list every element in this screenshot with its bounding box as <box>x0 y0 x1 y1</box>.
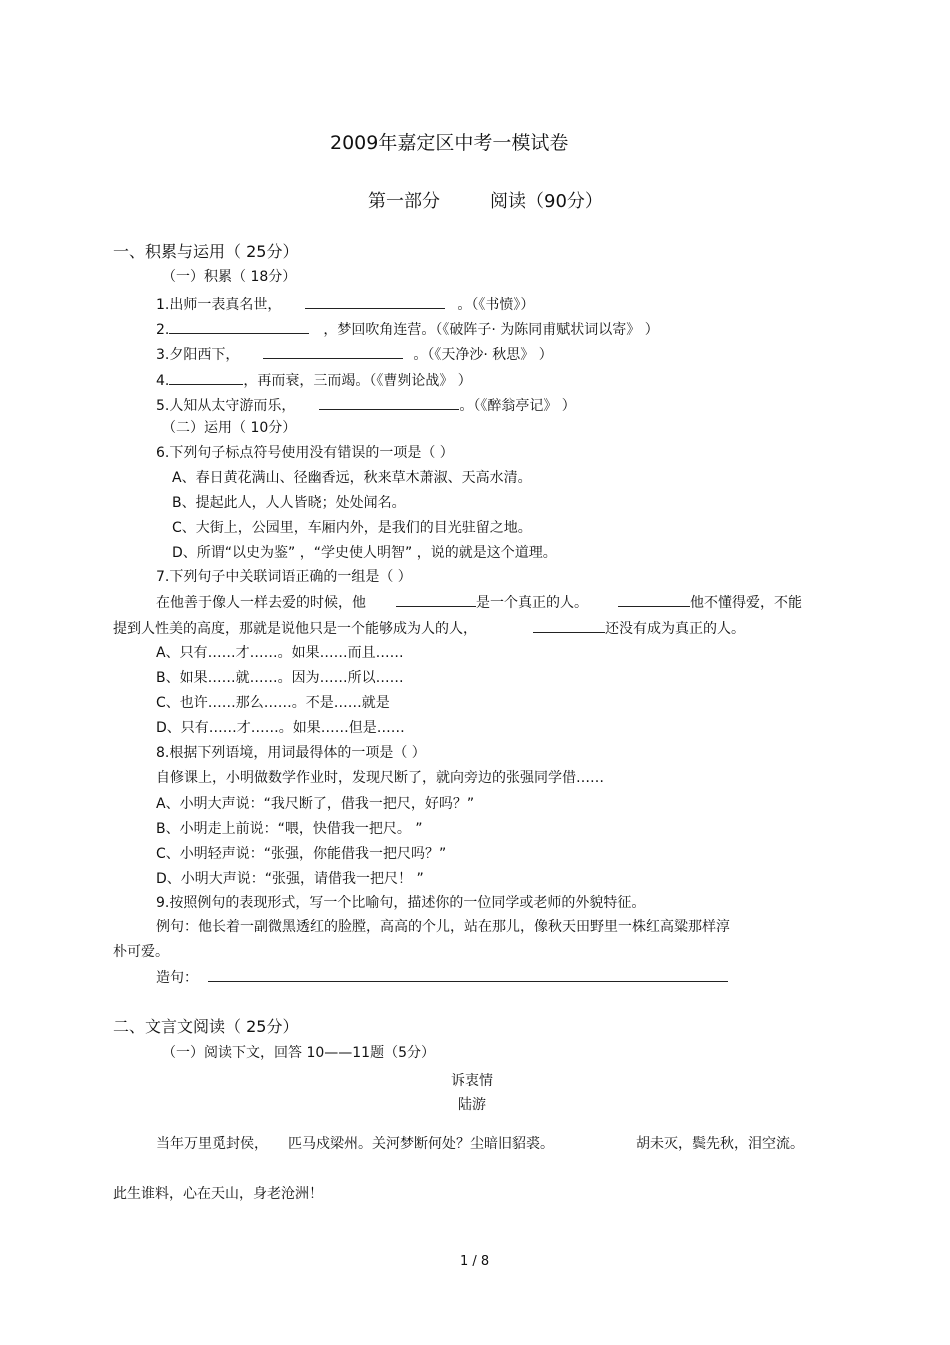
answer-blank[interactable] <box>319 395 459 410</box>
q1-pre: 1.出师一表真名世， <box>156 297 282 313</box>
q7-option-c: C、也许……那么……。不是……就是 <box>156 695 390 711</box>
q6-option-b: B、提起此人，人人皆晓；处处闻名。 <box>172 495 406 511</box>
answer-blank[interactable] <box>396 592 476 607</box>
poem-line-2: 此生谁料，心在天山，身老沧洲！ <box>113 1186 323 1202</box>
question-5 <box>156 395 576 415</box>
poem-line-1c: 胡未灭，鬓先秋，泪空流。 <box>636 1136 804 1152</box>
question-2 <box>156 319 659 339</box>
q7-option-d: D、只有……才……。如果……但是…… <box>156 720 405 736</box>
q9-example-line1: 例句：他长着一副微黑透红的脸膛，高高的个儿，站在那儿，像秋天田野里一株红高粱那样淳 <box>156 919 730 935</box>
q1-post: 。（《书愤》） <box>457 297 535 313</box>
q7-para-e: 还没有成为真正的人。 <box>605 621 745 637</box>
q7-option-a: A、只有……才……。如果……而且…… <box>156 645 404 661</box>
section1-sub2: （二）运用（ 10分） <box>162 420 297 436</box>
q5-pre: 5.人知从太守游而乐， <box>156 398 296 414</box>
q2-post: ，梦回吹角连营。（《破阵子· 为陈同甫赋状词以寄》 ） <box>323 322 659 338</box>
q7-paragraph-line1 <box>156 592 802 612</box>
answer-blank[interactable] <box>208 967 728 982</box>
q4-post: ，再而衰，三而竭。（《曹刿论战》 ） <box>243 373 472 389</box>
question-8-stem: 8.根据下列语境，用词最得体的一项是（ ） <box>156 745 426 761</box>
part-label: 第一部分 <box>368 191 440 212</box>
answer-blank[interactable] <box>263 344 403 359</box>
q7-para-d: 提到人性美的高度，那就是说他只是一个能够成为人的人， <box>113 621 477 637</box>
part-subject: 阅读（90分） <box>490 191 603 212</box>
poem-title: 诉衷情 <box>451 1073 493 1089</box>
q8-option-a: A、小明大声说：“我尺断了，借我一把尺，好吗？” <box>156 796 475 812</box>
answer-blank[interactable] <box>533 618 605 633</box>
poem-line-1 <box>156 1135 804 1153</box>
q8-option-b: B、小明走上前说：“喂，快借我一把尺。 ” <box>156 821 423 837</box>
q6-option-a: A、春日黄花满山、径幽香远，秋来草木萧淑、天高水清。 <box>172 470 532 486</box>
q6-option-d: D、所谓“以史为鉴” ，“学史使人明智” ，说的就是这个道理。 <box>172 545 557 561</box>
section1-heading: 一、积累与运用（ 25分） <box>113 242 299 261</box>
q7-option-b: B、如果……就……。因为……所以…… <box>156 670 404 686</box>
q8-option-c: C、小明轻声说：“张强，你能借我一把尺吗？” <box>156 846 447 862</box>
question-3 <box>156 344 553 364</box>
part-heading <box>368 190 603 214</box>
q9-make-label: 造句： <box>156 970 198 986</box>
answer-blank[interactable] <box>169 319 309 334</box>
q4-pre: 4. <box>156 373 170 389</box>
q7-paragraph-line2 <box>113 618 745 638</box>
q6-option-c: C、大街上，公园里，车厢内外，是我们的目光驻留之地。 <box>172 520 532 536</box>
question-4 <box>156 370 472 390</box>
q2-pre: 2. <box>156 322 170 338</box>
answer-blank[interactable] <box>305 294 445 309</box>
question-1 <box>156 294 534 314</box>
poem-line-1b: 匹马戍梁州。关河梦断何处？尘暗旧貂裘。 <box>288 1136 554 1152</box>
q8-context: 自修课上，小明做数学作业时，发现尺断了，就向旁边的张强同学借…… <box>156 770 604 786</box>
question-6-stem: 6.下列句子标点符号使用没有错误的一项是（ ） <box>156 445 454 461</box>
poem-line-1a: 当年万里觅封侯， <box>156 1136 268 1152</box>
question-7-stem: 7.下列句子中关联词语正确的一组是（ ） <box>156 569 412 585</box>
section1-sub1: （一）积累（ 18分） <box>162 269 297 285</box>
page-number: 1 / 8 <box>460 1254 490 1269</box>
q7-para-c: 他不懂得爱，不能 <box>690 595 802 611</box>
q3-pre: 3.夕阳西下， <box>156 347 240 363</box>
q7-para-b: 是一个真正的人。 <box>476 595 588 611</box>
question-9-stem: 9.按照例句的表现形式，写一个比喻句，描述你的一位同学或老师的外貌特征。 <box>156 895 646 911</box>
q7-para-a: 在他善于像人一样去爱的时候，他 <box>156 595 366 611</box>
q9-make-sentence <box>156 967 728 987</box>
answer-blank[interactable] <box>169 370 243 385</box>
q8-option-d: D、小明大声说：“张强，请借我一把尺！ ” <box>156 871 424 887</box>
section2-heading: 二、文言文阅读（ 25分） <box>113 1017 299 1036</box>
q5-post: 。（《醉翁亭记》 ） <box>459 398 576 414</box>
exam-title: 2009年嘉定区中考一模试卷 <box>330 132 569 154</box>
q3-post: 。（《天净沙· 秋思》 ） <box>413 347 553 363</box>
poem-author: 陆游 <box>458 1097 486 1113</box>
answer-blank[interactable] <box>618 592 690 607</box>
section2-sub1: （一）阅读下文，回答 10——11题（5分） <box>162 1045 435 1061</box>
q9-example-line2: 朴可爱。 <box>113 944 169 960</box>
